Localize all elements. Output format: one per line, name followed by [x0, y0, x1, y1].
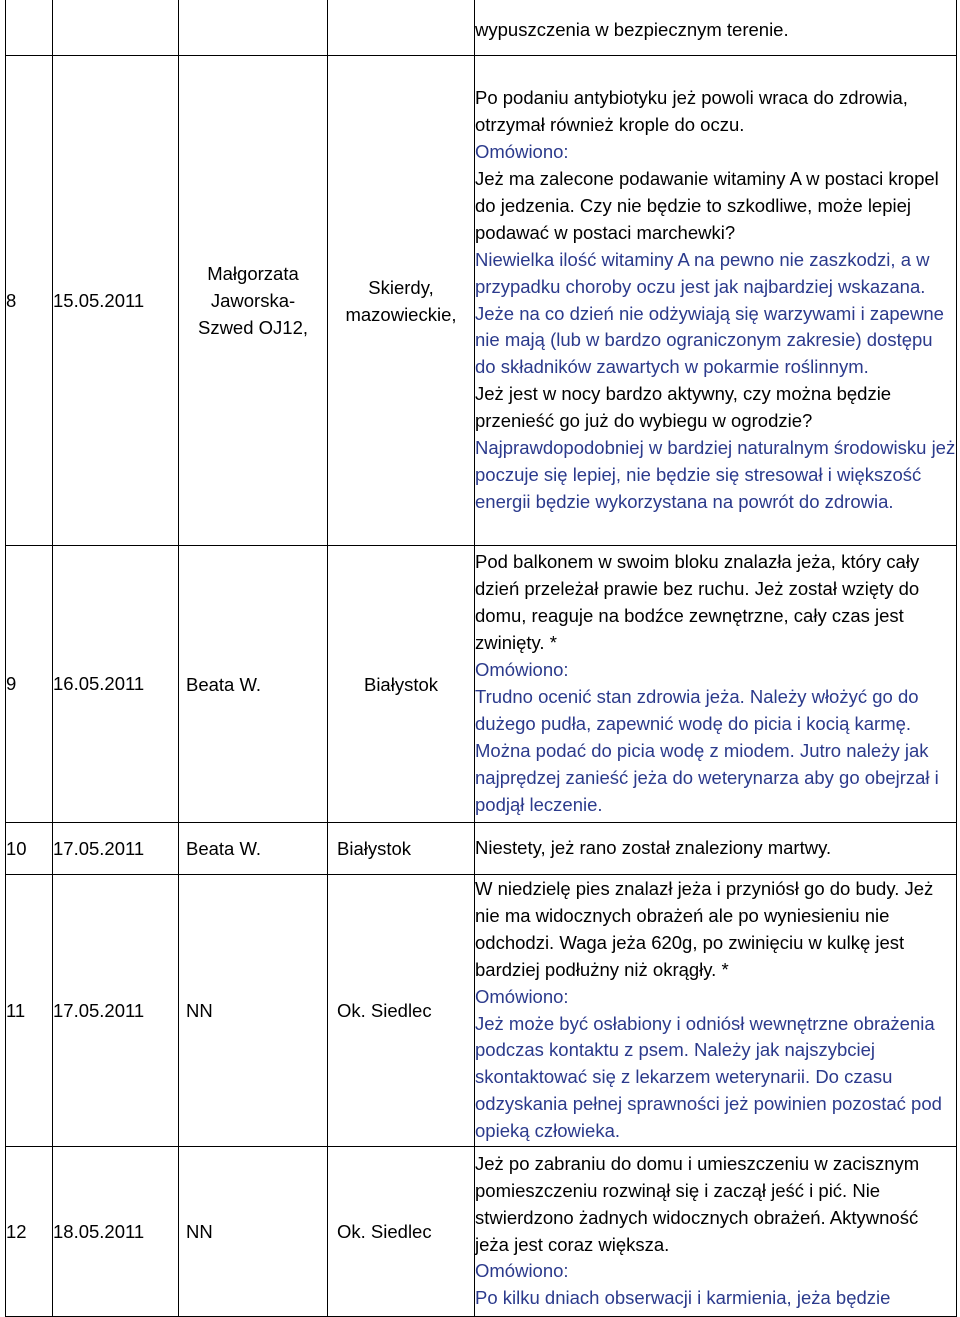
name-line: Małgorzata [207, 263, 299, 284]
row-description [475, 1147, 957, 1317]
discussed-label: Omówiono: [475, 985, 569, 1007]
table-row [6, 0, 957, 56]
report-text: Niestety, jeż rano został znaleziony martwy. [475, 837, 832, 859]
row-place: Ok. Siedlec [328, 875, 475, 1147]
row-place: Ok. Siedlec [328, 1147, 475, 1317]
table-row [6, 56, 957, 546]
consultation-log-table [5, 0, 957, 1317]
row-description [475, 56, 957, 546]
row-place [328, 56, 475, 546]
table-row [6, 1147, 957, 1317]
row-number [6, 0, 53, 56]
row-number: 9 [6, 546, 53, 823]
row-description [475, 823, 957, 875]
row-name: NN [179, 1147, 328, 1317]
answer-text: Jeż może być osłabiony i odniósł wewnętrzne obrażenia podczas kontaktu z psem. Należy jak najszybciej skontaktować się z lekarzem weterynarii. Do czasu odzyskania pełnej sprawności jeż powinien pozostać pod opieką człowieka. [475, 1012, 942, 1142]
row-name: NN [179, 875, 328, 1147]
report-text: W niedzielę pies znalazł jeża i przyniósł go do budy. Jeż nie ma widocznych obrażeń ale po wyniesieniu nie odchodzi. Waga jeża 620g, po zwinięciu w kulkę jest bardziej podłużny niż okrągły. * [475, 877, 934, 980]
row-description [475, 875, 957, 1147]
row-date: 17.05.2011 [53, 823, 179, 875]
discussed-label: Omówiono: [475, 1260, 569, 1282]
row-description [475, 546, 957, 823]
row-place [328, 0, 475, 56]
row-name: Beata W. [179, 546, 328, 823]
row-name [179, 0, 328, 56]
table-row [6, 823, 957, 875]
place-line: mazowieckie, [345, 303, 457, 325]
table-row [6, 546, 957, 823]
name-line: Jaworska- [210, 290, 296, 311]
row-date [53, 0, 179, 56]
row-number: 8 [6, 56, 53, 546]
row-place: Białystok [328, 546, 475, 823]
answer-text: Trudno ocenić stan zdrowia jeża. Należy włożyć go do dużego pudła, zapewnić wodę do picia i kocią karmę. Można podać do picia wodę z miodem. Jutro należy jak najprędzej zanieść jeża do weterynarza aby go obejrzał i podjął leczenie. [475, 686, 939, 815]
row-number: 11 [6, 875, 53, 1147]
name-line: Szwed OJ12, [197, 317, 309, 338]
question-text: Jeż ma zalecone podawanie witaminy A w postaci kropel do jedzenia. Czy nie będzie to szkodliwe, może lepiej podawać w postaci marchewki? [475, 167, 939, 243]
report-text: Jeż po zabraniu do domu i umieszczeniu w zacisznym pomieszczeniu rozwinął się i zaczął jeść i pić. Nie stwierdzono żadnych widocznych obrażeń. Aktywność jeża jest coraz większa. [475, 1152, 920, 1255]
answer-text: Niewielka ilość witaminy A na pewno nie zaszkodzi, a w przypadku choroby oczu jest jak najbardziej wskazana. Jeże na co dzień nie odżywiają się warzywami i zapewne nie mają (lub w bardzo ograniczonym zakresie) dostępu do składników zawartych w pokarmie roślinnym. [475, 248, 944, 378]
row-name [179, 56, 328, 546]
row-date: 18.05.2011 [53, 1147, 179, 1317]
row-date: 17.05.2011 [53, 875, 179, 1147]
question-text: Jeż jest w nocy bardzo aktywny, czy można będzie przenieść go już do wybiegu w ogrodzie? [475, 383, 892, 432]
question-text: wypuszczenia w bezpiecznym terenie. [475, 18, 789, 40]
report-text: Po podaniu antybiotyku jeż powoli wraca do zdrowia, otrzymał również krople do oczu. [475, 87, 908, 136]
row-number: 10 [6, 823, 53, 875]
discussed-label: Omówiono: [475, 659, 569, 681]
row-description [475, 0, 957, 56]
table-row [6, 875, 957, 1147]
discussed-label: Omówiono: [475, 141, 569, 163]
row-date: 15.05.2011 [53, 56, 179, 546]
row-date: 16.05.2011 [53, 546, 179, 823]
place-line: Skierdy, [368, 276, 434, 298]
row-name: Beata W. [179, 823, 328, 875]
answer-text: Najprawdopodobniej w bardziej naturalnym środowisku jeż poczuje się lepiej, nie będzie się stresował i większość energii będzie wykorzystana na powrót do zdrowia. [475, 437, 956, 512]
row-number: 12 [6, 1147, 53, 1317]
row-place: Białystok [328, 823, 475, 875]
answer-text: Po kilku dniach obserwacji i karmienia, jeża będzie [475, 1287, 891, 1309]
report-text: Pod balkonem w swoim bloku znalazła jeża, który cały dzień przeleżał prawie bez ruchu. Jeż został wzięty do domu, reaguje na bodźce zewnętrzne, cały czas jest zwinięty. * [475, 551, 920, 654]
